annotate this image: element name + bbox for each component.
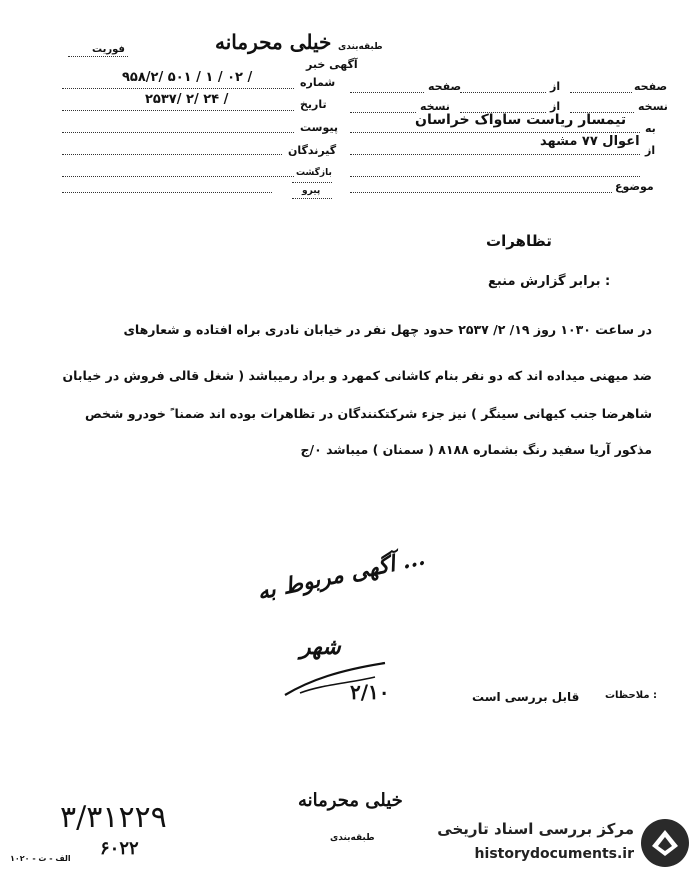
- peyro-line: [292, 198, 332, 199]
- be-value: تیمسار ریاست ساواک خراسان: [415, 112, 627, 128]
- safhe-label-1: صفحه: [634, 80, 668, 93]
- shomare-label: شماره: [300, 76, 336, 89]
- watermark-url: historydocuments.ir: [474, 846, 634, 862]
- shomare-value: ۹۵۸/۲/ ۵۰۱ / ۱ / ۰۲ /: [122, 70, 253, 85]
- nosakhe-label-2: نسخه: [420, 100, 450, 113]
- handwritten-date: ۲/۱۰: [350, 680, 390, 704]
- footer-classification: خیلی محرمانه: [298, 790, 403, 811]
- az-line-3: [350, 154, 640, 155]
- urgency-line: [68, 56, 128, 57]
- az-value: اعوال ۷۷ مشهد: [540, 134, 640, 149]
- tarikh-label: تاریخ: [300, 98, 327, 111]
- safhe-line-1: [570, 92, 632, 93]
- footer-classification-sub: طبقه‌بندی: [330, 833, 375, 843]
- girandegan-line: [62, 154, 282, 155]
- remarks-label: ملاحظات :: [605, 690, 658, 701]
- tarikh-line: [62, 110, 294, 111]
- handwritten-sig: ۶۰۲۲: [100, 838, 139, 859]
- safhe-line-2: [350, 92, 424, 93]
- body-line-3: شاهرضا جنب کیهانی سینگر ) نیز جزء شرکتکنندگان در تظاهرات بوده اند ضمنا ً خودرو شخص: [85, 406, 652, 421]
- mozu-label: موضوع: [615, 180, 654, 193]
- watermark-logo-icon: [638, 816, 692, 870]
- header-classification: خیلی محرمانه: [215, 30, 332, 54]
- az-label-3: از: [645, 144, 656, 157]
- body-line-2: ضد میهنی میداده اند که دو نفر بنام کاشانی کمهرد و براد رمیباشد ( شغل قالی فروش در خیابان: [62, 368, 652, 383]
- az-label-2: از: [550, 100, 561, 113]
- header-classification-sub: طبقه‌بندی: [338, 42, 383, 52]
- body-line-4: مذکور آریا سفید رنگ بشماره ۸۱۸۸ ( سمنان ) میباشد ۰/ج: [300, 442, 652, 457]
- watermark-title: مرکز بررسی اسناد تاریخی: [437, 820, 634, 838]
- nosakhe-line-2: [350, 112, 416, 113]
- body-line-1: در ساعت ۱۰۳۰ روز ۱۹/ ۲/ ۲۵۳۷ حدود چهل نفر در خیابان نادری براه افتاده و شعارهای: [123, 322, 652, 337]
- peyvast-line: [62, 132, 294, 133]
- peyvast-label: پیوست: [300, 121, 338, 134]
- be-label: به: [645, 122, 656, 135]
- bazgasht-line: [292, 182, 332, 183]
- form-code: ۱۰۲۰ - الف - ت: [10, 854, 71, 863]
- handwritten-number: ۳/۳۱۲۲۹: [60, 800, 167, 835]
- peyro-label: پیرو: [302, 186, 321, 196]
- bazgasht-label: بازگشت: [296, 168, 332, 178]
- nosakhe-label-1: نسخه: [638, 100, 668, 113]
- az-line-1: [460, 92, 546, 93]
- watermark: [437, 812, 696, 874]
- note-label: آگهی خبر: [306, 58, 358, 71]
- subject-title: تظاهرات: [486, 232, 552, 250]
- remarks-value: قابل بررسی است: [472, 690, 580, 704]
- tarikh-value: ۲۵۳۷/ ۲/ ۲۴ /: [145, 92, 229, 107]
- urgency-label: فوریت: [92, 44, 125, 55]
- be-line: [350, 132, 640, 133]
- mozu-line-right: [350, 192, 612, 193]
- handwritten-note-2: شهر: [300, 634, 341, 660]
- right-blank-line: [350, 176, 640, 177]
- az-label-1: از: [550, 80, 561, 93]
- intro-line: برابر گزارش منبع :: [488, 274, 611, 289]
- safhe-label-2: صفحه: [428, 80, 462, 93]
- girandegan-label: گیرندگان: [288, 144, 337, 157]
- shomare-line: [62, 88, 294, 89]
- mozu-line-left: [62, 192, 272, 193]
- handwritten-note-1: آگهی مربوط به ...: [255, 544, 428, 606]
- left-blank-line: [62, 176, 294, 177]
